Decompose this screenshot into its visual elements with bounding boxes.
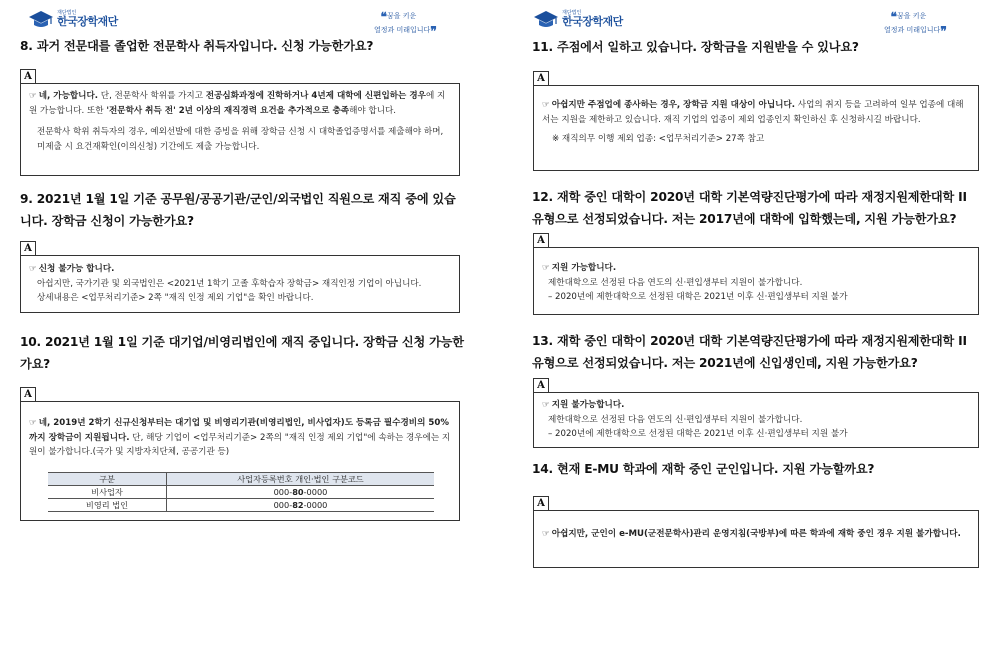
answer-11-box: [533, 85, 979, 171]
answer-12-box: [533, 247, 979, 315]
answer-tag: A: [20, 69, 36, 83]
table-row: [48, 486, 434, 499]
answer-9-box: [20, 255, 460, 313]
table-header: 구분: [48, 473, 167, 486]
question-10: 10. 2021년 1월 1일 기준 대기업/비영리법인에 재직 중입니다. 장학금 신청 가능한가요?: [20, 335, 464, 371]
answer-13-line2: – 2020년에 제한대학으로 선정된 대학은 2021년 이후 신·편입생부터 지원 불가: [548, 429, 848, 439]
logo-small-text: 재단법인: [562, 10, 582, 16]
answer-12-main: ☞ 지원 가능합니다.: [542, 263, 617, 273]
answer-tag: A: [533, 496, 549, 510]
slogan: ❝꿈을 키운 열정과 미래입니다❞: [374, 10, 437, 38]
logo-text: 한국장학재단: [57, 15, 118, 28]
table-header: 사업자등록번호 개인·법인 구분코드: [167, 473, 435, 486]
table-cell: 000-82-0000: [167, 499, 435, 512]
answer-tag: A: [533, 233, 549, 247]
answer-9-main: ☞ 신청 불가능 합니다.: [29, 264, 115, 274]
table-cell: 비영리 법인: [48, 499, 167, 512]
answer-13-line1: 제한대학으로 선정된 다음 연도의 신·편입생부터 지원이 불가합니다.: [548, 414, 803, 425]
pointing-hand-icon: ☞: [29, 264, 37, 274]
pointing-hand-icon: ☞: [29, 418, 37, 428]
answer-8-box: [20, 83, 460, 176]
pointing-hand-icon: ☞: [542, 100, 550, 110]
table-row: [48, 499, 434, 512]
table-cell: 000-80-0000: [167, 486, 435, 499]
answer-11-note: ※ 재직의무 이행 제외 업종: <업무처리기준> 27쪽 참고: [552, 134, 765, 144]
answer-9-line2: 상세내용은 <업무처리기준> 2쪽 "재직 인정 제외 기업"을 확인 바랍니다.: [37, 293, 314, 303]
answer-14-main: ☞ 아쉽지만, 군인이 e-MU(군전문학사)관리 운영지침(국방부)에 따른 학과에 재학 중인 경우 지원 불가합니다.: [542, 529, 961, 539]
code-table: [48, 472, 434, 512]
question-8: 8. 과거 전문대를 졸업한 전문학사 취득자입니다. 신청 가능한가요?: [20, 39, 374, 53]
graduation-cap-icon: [28, 10, 54, 28]
pointing-hand-icon: ☞: [542, 400, 550, 410]
answer-12-line1: 제한대학으로 선정된 다음 연도의 신·편입생부터 지원이 불가합니다.: [548, 277, 803, 288]
question-12: 12. 재학 중인 대학이 2020년 대학 기본역량진단평가에 따라 재정지원제한대학 II 유형으로 선정되었습니다. 저는 2017년에 대학에 입학했는데, 지원 가능한가요?: [532, 190, 967, 226]
answer-13-box: [533, 392, 979, 448]
answer-tag: A: [20, 387, 36, 401]
pointing-hand-icon: ☞: [29, 91, 37, 101]
answer-tag: A: [533, 378, 549, 392]
logo-text: 한국장학재단: [562, 15, 623, 28]
table-header-row: [48, 473, 434, 486]
logo: [533, 10, 623, 28]
graduation-cap-icon: [533, 10, 559, 28]
answer-11-main: ☞ 아쉽지만 주점업에 종사하는 경우, 장학금 지원 대상이 아닙니다. 사업의 취지 등을 고려하여 일부 업종에 대해서는 지원을 제한하고 있습니다. 재직 기업의 업종이 제외 업종인지 확인하신 후 신청하시길 바랍니다.: [542, 100, 964, 125]
pointing-hand-icon: ☞: [542, 263, 550, 273]
pointing-hand-icon: ☞: [542, 529, 550, 539]
answer-10-main: ☞ 네, 2019년 2학기 신규신청부터는 대기업 및 비영리기관(비영리법인, 비사업자)도 등록금 필수경비의 50%까지 장학금이 지원됩니다. 단, 해당 기업이 <업무처리기준> 2쪽의 "재직 인정 제외 기업"에 속하는 경우에는 지원이 불가합니다.(국가 및 지방자치단체, 공공기관 등): [29, 418, 451, 457]
question-14: 14. 현재 E-MU 학과에 재학 중인 군인입니다. 지원 가능할까요?: [532, 462, 875, 476]
answer-13-main: ☞ 지원 불가능합니다.: [542, 400, 625, 410]
logo-small-text: 재단법인: [57, 10, 77, 16]
answer-14-box: [533, 510, 979, 568]
answer-12-line2: – 2020년에 제한대학으로 선정된 대학은 2021년 이후 신·편입생부터 지원 불가: [548, 292, 848, 302]
answer-8-main: ☞ 네, 가능합니다. 단, 전문학사 학위를 가지고 전공심화과정에 진학하거나 4년제 대학에 신편입하는 경우에 지원 가능합니다. 또한 '전문학사 취득 전' 2년 이상의 재직경력 요건을 추가적으로 충족해야 합니다.: [29, 91, 446, 116]
answer-9-line1: 아쉽지만, 국가기관 및 외국법인은 <2021년 1학기 고졸 후학습자 장학금> 재직인정 기업이 아닙니다.: [37, 278, 422, 289]
answer-tag: A: [533, 71, 549, 85]
answer-tag: A: [20, 241, 36, 255]
question-9: 9. 2021년 1월 1일 기준 공무원/공공기관/군인/외국법인 직원으로 재직 중에 있습니다. 장학금 신청이 가능한가요?: [20, 192, 456, 228]
slogan: ❝꿈을 키운 열정과 미래입니다❞: [884, 10, 947, 38]
answer-10-box: [20, 401, 460, 521]
answer-8-note: 전문학사 학위 취득자의 경우, 예외선발에 대한 증빙을 위해 장학금 신청 시 대학졸업증명서를 제출해야 하며, 미제출 시 요건재확인(이의신청) 기간에도 제출 가능합니다.: [37, 127, 444, 152]
question-11: 11. 주점에서 일하고 있습니다. 장학금을 지원받을 수 있나요?: [532, 40, 859, 54]
question-13: 13. 재학 중인 대학이 2020년 대학 기본역량진단평가에 따라 재정지원제한대학 II 유형으로 선정되었습니다. 저는 2021년에 신입생인데, 지원 가능한가요?: [532, 334, 967, 370]
table-cell: 비사업자: [48, 486, 167, 499]
logo: [28, 10, 118, 28]
